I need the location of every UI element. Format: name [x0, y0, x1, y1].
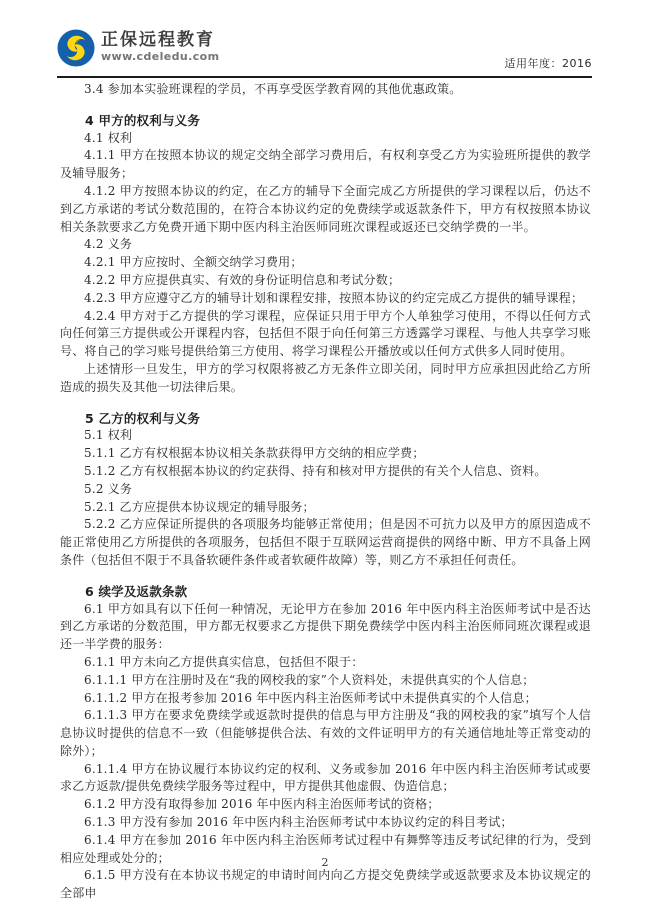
- paragraph: 4.2.1 甲方应按时、全额交纳学习费用；: [84, 255, 303, 270]
- paragraph: 6.1.1 甲方未向乙方提供真实信息，包括但不限于：: [84, 654, 364, 669]
- paragraph: 6.1.3 甲方没有参加 2016 年中医内科主治医师考试中本协议约定的科目考试；: [84, 815, 513, 830]
- paragraph: 4.1.1 甲方在按照本协议的规定交纳全部学习费用后，有权利享受乙方为实验班所提供的教学及辅导服务；: [60, 148, 591, 181]
- section-heading: 5 乙方的权利与义务: [85, 410, 201, 426]
- paragraph: 6.1.4 甲方在参加 2016 年中医内科主治医师考试过程中有舞弊等违反考试纪律的行为，受到相应处理或处分的；: [60, 832, 591, 865]
- header-divider: [57, 76, 592, 78]
- page-number: 2: [321, 856, 329, 869]
- paragraph: 上述情形一旦发生，甲方的学习权限将被乙方无条件立即关闭，同时甲方应承担因此给乙方所造成的损失及其他一切法律后果。: [60, 361, 591, 394]
- paragraph: 4.1.2 甲方按照本协议的约定，在乙方的辅导下全面完成乙方所提供的学习课程以后，仍达不到乙方承诺的考试分数范围的，在符合本协议约定的免费续学或返款条件下，甲方有权按照本协议相关条款要求乙方免费开通下期中医内科主治医师同班次课程或返还已交纳学费的一半。: [60, 183, 591, 234]
- paragraph: 5.2.1 乙方应提供本协议规定的辅导服务；: [84, 499, 315, 514]
- paragraph: 5.1.1 乙方有权根据本协议相关条款获得甲方交纳的相应学费；: [84, 446, 425, 461]
- paragraph: 4.1 权利: [84, 130, 133, 145]
- paragraph: 4.2 义务: [84, 237, 133, 252]
- brand-name: 正保远程教育: [101, 30, 215, 50]
- brand-block: [101, 31, 219, 64]
- paragraph: 6.1.1.1 甲方在注册时及在“我的网校我的家”个人资料处，未提供真实的个人信息；: [84, 672, 535, 687]
- paragraph: 4.2.2 甲方应提供真实、有效的身份证明信息和考试分数；: [84, 272, 401, 287]
- paragraph: 6.1.1.3 甲方在要求免费续学或返款时提供的信息与甲方注册及“我的网校我的家”填写个人信息协议时提供的信息不一致（但能够提供合法、有效的文件证明甲方的有关通信地址等正常变动的除外）；: [60, 708, 591, 758]
- cdeledu-logo-icon: [57, 29, 95, 67]
- brand-url: www.cdeledu.com: [101, 50, 220, 63]
- paragraph: 6.1 甲方如具有以下任何一种情况，无论甲方在参加 2016 年中医内科主治医师考试中是否达到乙方承诺的分数范围，甲方都无权要求乙方提供下期免费续学中医内科主治医师同班次课程或退还一半学费的服务：: [60, 601, 591, 652]
- page-header: [0, 0, 650, 77]
- document-body: [60, 81, 591, 903]
- paragraph: 6.1.1.2 甲方在报考参加 2016 年中医内科主治医师考试中未提供真实的个人信息；: [84, 690, 537, 705]
- paragraph: 3.4 参加本实验班课程的学员，不再享受医学教育网的其他优惠政策。: [84, 82, 462, 96]
- paragraph: 6.1.5 甲方没有在本协议书规定的申请时间内向乙方提交免费续学或返款要求及本协议规定的全部申: [60, 868, 591, 901]
- paragraph: 4.2.3 甲方应遵守乙方的辅导计划和课程安排，按照本协议的约定完成乙方提供的辅导课程；: [84, 290, 584, 305]
- paragraph: 5.2 义务: [84, 481, 133, 496]
- applicable-year-label: 适用年度：2016: [504, 57, 592, 70]
- paragraph: 5.1 权利: [84, 428, 133, 443]
- paragraph: 6.1.1.4 甲方在协议履行本协议约定的权利、义务或参加 2016 年中医内科主治医师考试或要求乙方返款/提供免费续学服务等过程中，甲方提供其他虚假、伪造信息；: [60, 761, 591, 794]
- paragraph: 4.2.4 甲方对于乙方提供的学习课程，应保证只用于甲方个人单独学习使用，不得以任何方式向任何第三方提供或公开课程内容，包括但不限于向任何第三方透露学习课程、与他人共享学习账号、将自己的学习账号提供给第三方使用、将学习课程公开播放或以任何方式供多人同时使用。: [60, 308, 591, 359]
- section-heading: 4 甲方的权利与义务: [85, 112, 201, 128]
- paragraph: 6.1.2 甲方没有取得参加 2016 年中医内科主治医师考试的资格；: [84, 797, 440, 812]
- section-heading: 6 续学及返款条款: [85, 583, 188, 599]
- paragraph: 5.1.2 乙方有权根据本协议的约定获得、持有和核对甲方提供的有关个人信息、资料。: [84, 463, 547, 478]
- paragraph: 5.2.2 乙方应保证所提供的各项服务均能够正常使用；但是因不可抗力以及甲方的原因造成不能正常使用乙方所提供的各项服务，包括但不限于互联网运营商提供的网络中断、甲方不具备上网条件（包括但不限于不具备软硬件条件或者软硬件故障）等，则乙方不承担任何责任。: [60, 517, 591, 567]
